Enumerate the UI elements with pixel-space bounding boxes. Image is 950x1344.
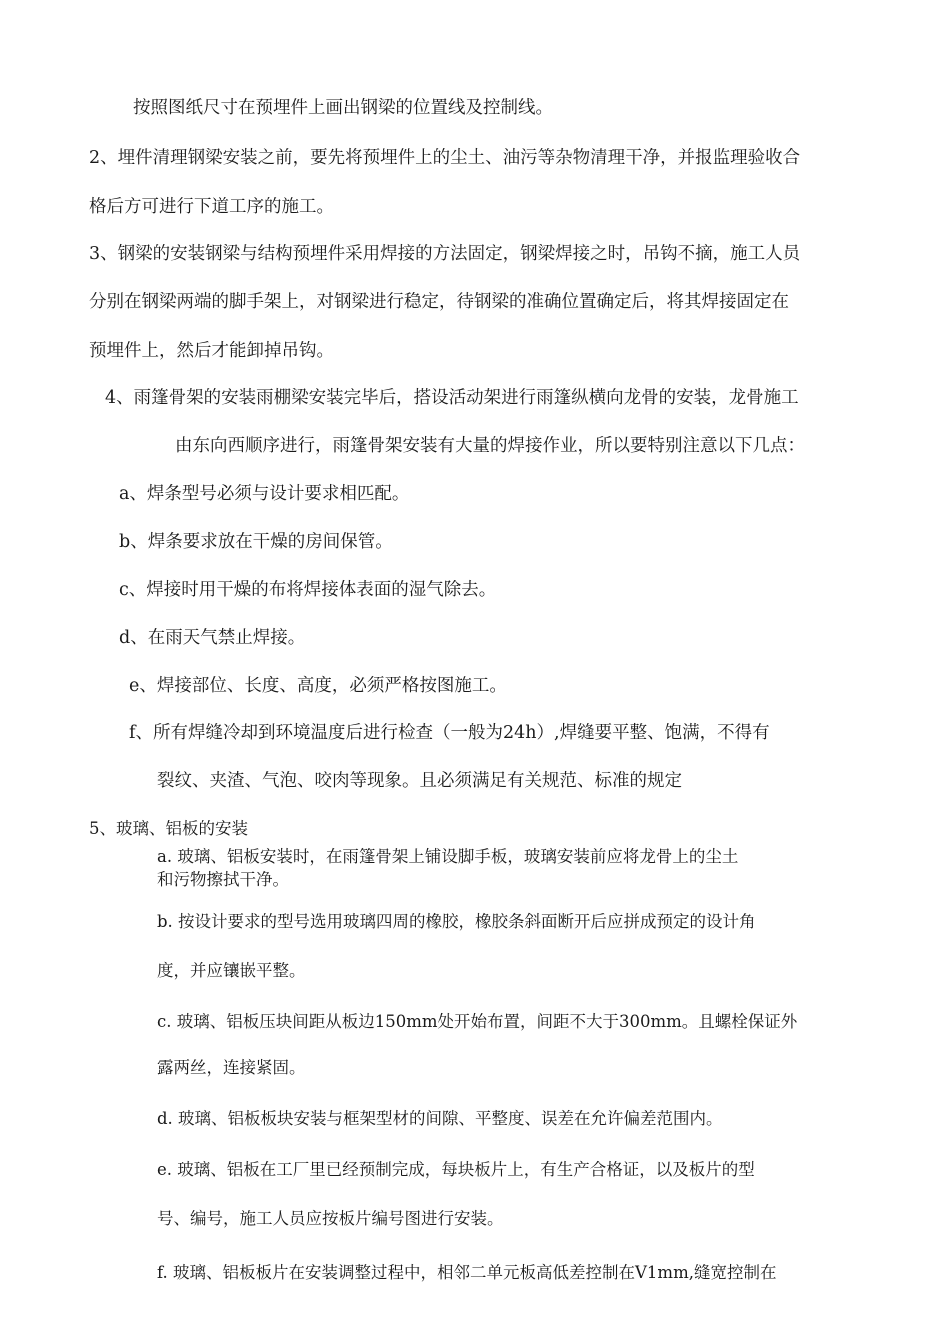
sub-item-c-cont: 露两丝，连接紧固。 xyxy=(157,1058,306,1077)
text-line-intro: 按照图纸尺寸在预埋件上画出钢梁的位置线及控制线。 xyxy=(133,98,553,118)
list-item-b: b、焊条要求放在干燥的房间保管。 xyxy=(119,532,393,552)
sub-item-b-cont: 度，并应镶嵌平整。 xyxy=(157,961,306,980)
sub-item-c: c. 玻璃、铝板压块间距从板边150mm处开始布置，间距不大于300mm。且螺栓保证外 xyxy=(157,1012,798,1031)
text-line-item-3-cont: 分别在钢梁两端的脚手架上，对钢梁进行稳定，待钢梁的准确位置确定后，将其焊接固定在 xyxy=(89,292,789,312)
text-line-item-2: 2、埋件清理钢梁安装之前，要先将预埋件上的尘土、油污等杂物清理干净，并报监理验收合 xyxy=(89,148,801,168)
sub-item-b: b. 按设计要求的型号选用玻璃四周的橡胶，橡胶条斜面断开后应拼成预定的设计角 xyxy=(157,912,756,931)
sub-item-a-cont: 和污物擦拭干净。 xyxy=(157,870,289,889)
sub-item-d: d. 玻璃、铝板板块安装与框架型材的间隙、平整度、误差在允许偏差范围内。 xyxy=(157,1109,723,1128)
sub-item-f: f. 玻璃、铝板板片在安装调整过程中，相邻二单元板高低差控制在V1mm,缝宽控制在 xyxy=(157,1263,777,1282)
text-line-item-3-cont: 预埋件上，然后才能卸掉吊钩。 xyxy=(89,341,334,361)
sub-item-e-cont: 号、编号，施工人员应按板片编号图进行安装。 xyxy=(157,1209,504,1228)
list-item-d: d、在雨天气禁止焊接。 xyxy=(119,628,306,648)
list-item-c: c、焊接时用干燥的布将焊接体表面的湿气除去。 xyxy=(119,580,497,600)
list-item-f: f、所有焊缝冷却到环境温度后进行检查（一般为24h）,焊缝要平整、饱满，不得有 xyxy=(129,723,770,743)
text-line-item-3: 3、钢梁的安装钢梁与结构预埋件采用焊接的方法固定，钢梁焊接之时，吊钩不摘，施工人员 xyxy=(89,244,801,264)
text-line-item-4: 4、雨篷骨架的安装雨棚梁安装完毕后，搭设活动架进行雨篷纵横向龙骨的安装，龙骨施工 xyxy=(105,388,799,408)
sub-item-e: e. 玻璃、铝板在工厂里已经预制完成，每块板片上，有生产合格证，以及板片的型 xyxy=(157,1160,755,1179)
list-item-a: a、焊条型号必须与设计要求相匹配。 xyxy=(119,484,410,504)
sub-item-a: a. 玻璃、铝板安装时，在雨篷骨架上铺设脚手板，玻璃安装前应将龙骨上的尘土 xyxy=(157,847,739,866)
list-item-e: e、焊接部位、长度、高度，必须严格按图施工。 xyxy=(129,676,507,696)
text-line-item-4-cont: 由东向西顺序进行，雨篷骨架安装有大量的焊接作业，所以要特别注意以下几点： xyxy=(175,436,805,456)
list-item-f-cont: 裂纹、夹渣、气泡、咬肉等现象。且必须满足有关规范、标准的规定 xyxy=(157,771,682,791)
text-line-item-2-cont: 格后方可进行下道工序的施工。 xyxy=(89,197,334,217)
section-heading-5: 5、玻璃、铝板的安装 xyxy=(89,819,248,838)
